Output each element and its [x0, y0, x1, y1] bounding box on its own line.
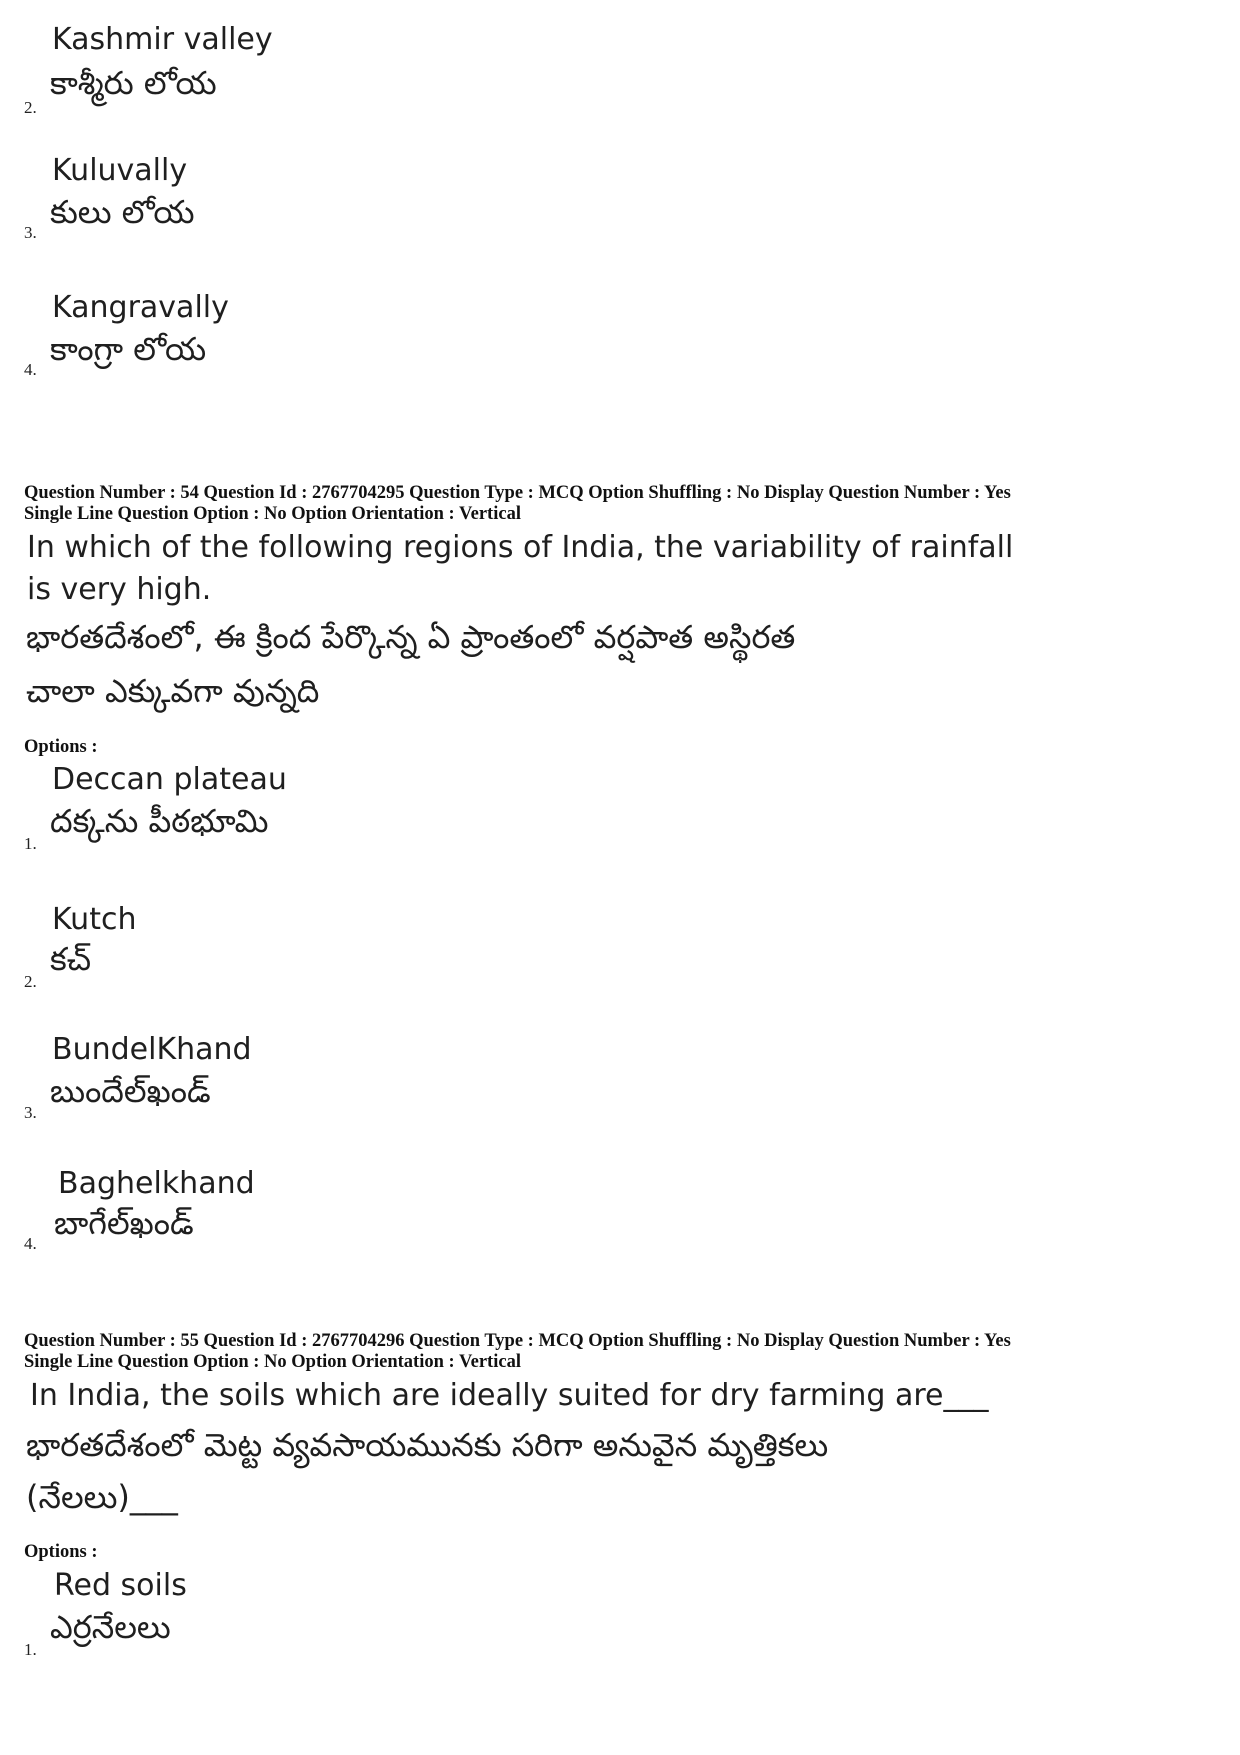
option-telugu: ఎర్రనేలలు [50, 1608, 171, 1646]
question-meta-line-1: Question Number : 55 Question Id : 2767704296 Question Type : MCQ Option Shuffling : No Display Question Number : Yes [24, 1331, 1011, 1351]
option-number: 2. [24, 972, 37, 991]
option-telugu: కాంగ్రా లోయ [50, 330, 207, 368]
option-telugu: కచ్ [50, 940, 92, 978]
option-english: Baghelkhand [58, 1166, 255, 1201]
option-number: 4. [24, 360, 37, 379]
option-telugu: బాగేల్‌ఖండ్ [54, 1204, 194, 1242]
option-english: Kuluvally [52, 153, 188, 188]
question-telugu-line-2: చాలా ఎక్కువగా వున్నది [26, 672, 320, 710]
options-label: Options : [24, 1542, 98, 1562]
question-english-line-2: is very high. [27, 572, 212, 607]
option-english: Kutch [52, 902, 137, 937]
option-number: 3. [24, 223, 37, 242]
option-telugu: కులు లోయ [50, 193, 195, 231]
options-label: Options : [24, 737, 98, 757]
question-english-line-1: In which of the following regions of India, the variability of rainfall [27, 530, 1014, 565]
option-telugu: కాశ్మీరు లోయ [50, 64, 217, 102]
option-english: BundelKhand [52, 1032, 252, 1067]
option-english: Red soils [54, 1568, 187, 1603]
option-number: 3. [24, 1103, 37, 1122]
option-number: 2. [24, 98, 37, 117]
option-number: 1. [24, 1640, 37, 1659]
option-number: 4. [24, 1234, 37, 1253]
option-english: Kangravally [52, 290, 229, 325]
question-meta-line-2: Single Line Question Option : No Option Orientation : Vertical [24, 1352, 521, 1372]
question-telugu-line-1: భారతదేశంలో, ఈ క్రింద పేర్కొన్న ఏ ప్రాంతంలో వర్షపాత అస్థిరత [26, 618, 796, 656]
question-meta-line-1: Question Number : 54 Question Id : 2767704295 Question Type : MCQ Option Shuffling : No Display Question Number : Yes [24, 483, 1011, 503]
option-telugu: బుందేల్‌ఖండ్ [50, 1072, 211, 1110]
question-english-line-1: In India, the soils which are ideally suited for dry farming are___ [30, 1378, 989, 1413]
question-telugu-line-2: (నేలలు)___ [26, 1478, 178, 1516]
option-telugu: దక్కను పీఠభూమి [50, 802, 269, 840]
option-english: Kashmir valley [52, 22, 273, 57]
question-meta-line-2: Single Line Question Option : No Option Orientation : Vertical [24, 504, 521, 524]
option-english: Deccan plateau [52, 762, 287, 797]
option-number: 1. [24, 834, 37, 853]
question-telugu-line-1: భారతదేశంలో మెట్ట వ్యవసాయమునకు సరిగా అనువైన మృత్తికలు [26, 1426, 829, 1464]
